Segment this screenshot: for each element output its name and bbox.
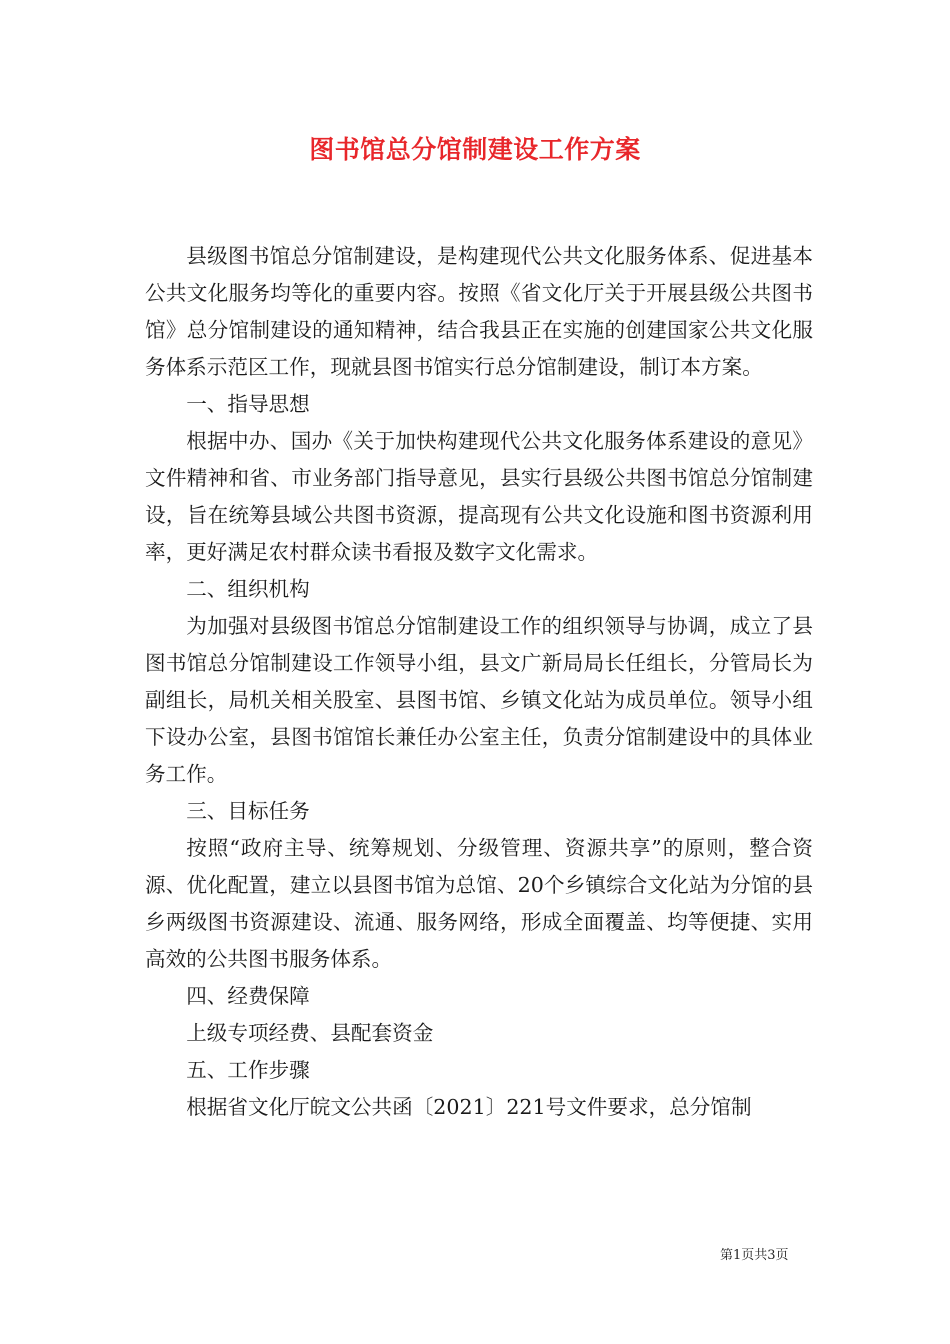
paragraph-goals: 按照“政府主导、统筹规划、分级管理、资源共享”的原则，整合资源、优化配置，建立以县图书馆为总馆、20个乡镇综合文化站为分馆的县乡两级图书资源建设、流通、服务网络，形成全面覆盖、均等便捷、实用高效的公共图书服务体系。 [145,836,813,971]
paragraph-guiding-ideology: 根据中办、国办《关于加快构建现代公共文化服务体系建设的意见》文件精神和省、市业务部门指导意见，县实行县级公共图书馆总分馆制建设，旨在统筹县域公共图书资源，提高现有公共文化设施和图书资源利用率，更好满足农村群众读书看报及数字文化需求。 [145,429,813,564]
heading-steps: 五、工作步骤 [186,1058,310,1082]
paragraph-organization: 为加强对县级图书馆总分馆制建设工作的组织领导与协调，成立了县图书馆总分馆制建设工作领导小组，县文广新局局长任组长，分管局长为副组长，局机关相关股室、县图书馆、乡镇文化站为成员单位。领导小组下设办公室，县图书馆馆长兼任办公室主任，负责分馆制建设中的具体业务工作。 [145,614,813,786]
heading-guiding-ideology: 一、指导思想 [186,392,310,416]
heading-funding: 四、经费保障 [186,984,310,1008]
heading-goals: 三、目标任务 [186,799,310,823]
paragraph-funding: 上级专项经费、县配套资金 [186,1021,434,1045]
paragraph-intro: 县级图书馆总分馆制建设，是构建现代公共文化服务体系、促进基本公共文化服务均等化的重要内容。按照《省文化厅关于开展县级公共图书馆》总分馆制建设的通知精神，结合我县正在实施的创建国家公共文化服务体系示范区工作，现就县图书馆实行总分馆制建设，制订本方案。 [145,244,813,379]
heading-organization: 二、组织机构 [186,577,310,601]
document-body [145,238,813,1126]
paragraph-steps: 根据省文化厅皖文公共函〔2021〕221号文件要求，总分馆制 [186,1095,752,1119]
page-number: 第1页共3页 [720,1248,789,1263]
document-title: 图书馆总分馆制建设工作方案 [309,135,641,164]
